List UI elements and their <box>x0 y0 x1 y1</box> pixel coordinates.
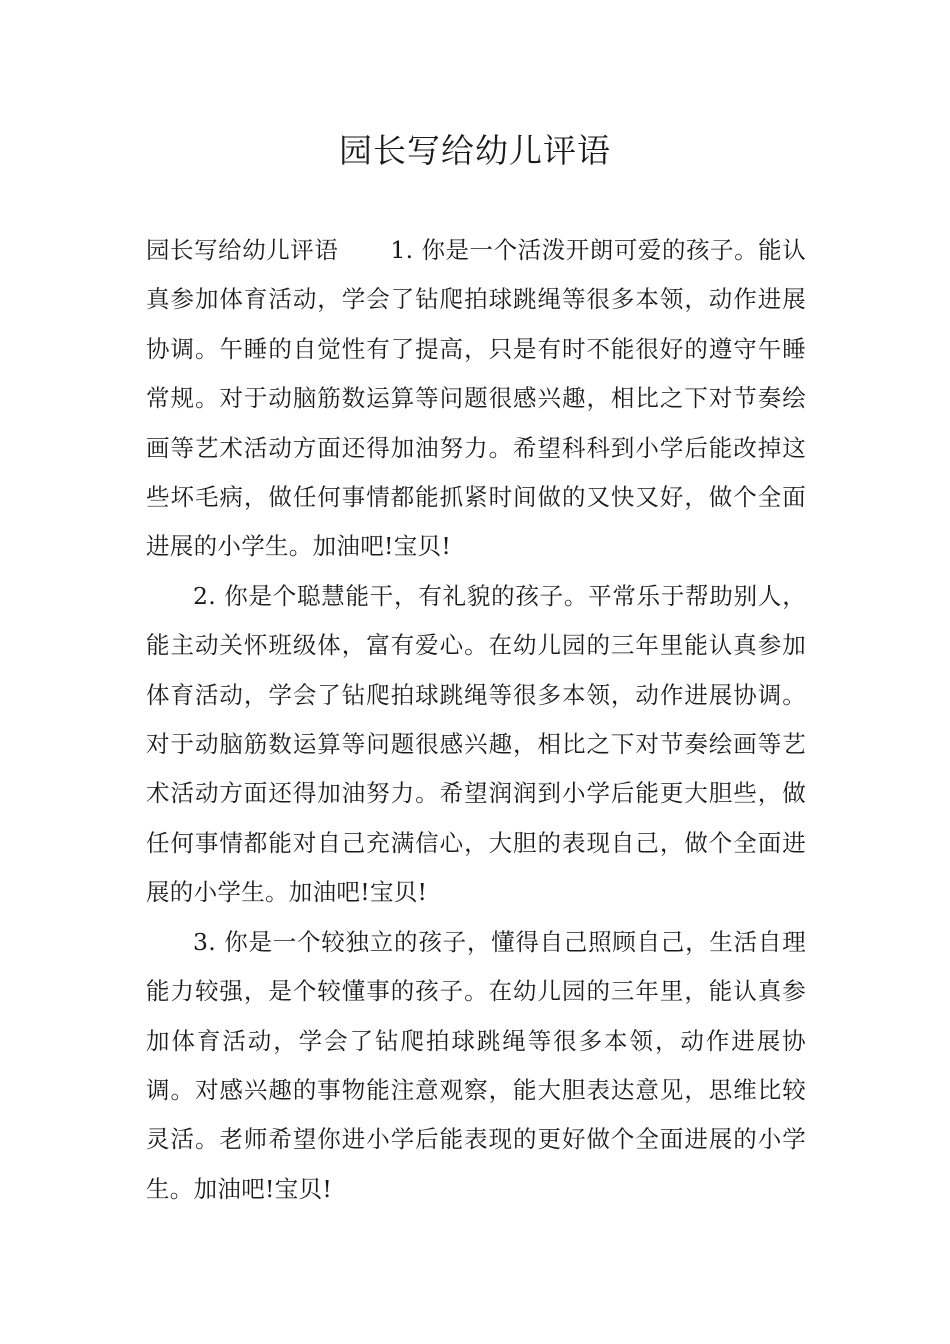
lead-label: 园长写给幼儿评语 <box>146 236 339 264</box>
document-title: 园长写给幼儿评语 <box>339 131 611 170</box>
document-body <box>146 226 806 1214</box>
paragraph-1-text: 1. 你是一个活泼开朗可爱的孩子。能认真参加体育活动，学会了钻爬拍球跳绳等很多本领，动作进展协调。午睡的自觉性有了提高，只是有时不能很好的遵守午睡常规。对于动脑筋数运算等问题很感兴趣，相比之下对节奏绘画等艺术活动方面还得加油努力。希望科科到小学后能改掉这些坏毛病，做任何事情都能抓紧时间做的又快又好，做个全面进展的小学生。加油吧!宝贝! <box>146 236 806 561</box>
paragraph-2: 2. 你是个聪慧能干，有礼貌的孩子。平常乐于帮助别人，能主动关怀班级体，富有爱心。在幼儿园的三年里能认真参加体育活动，学会了钻爬拍球跳绳等很多本领，动作进展协调。对于动脑筋数运算等问题很感兴趣，相比之下对节奏绘画等艺术活动方面还得加油努力。希望润润到小学后能更大胆些，做任何事情都能对自己充满信心，大胆的表现自己，做个全面进展的小学生。加油吧!宝贝! <box>146 581 806 907</box>
paragraph-3: 3. 你是一个较独立的孩子，懂得自己照顾自己，生活自理能力较强，是个较懂事的孩子。在幼儿园的三年里，能认真参加体育活动，学会了钻爬拍球跳绳等很多本领，动作进展协调。对感兴趣的事物能注意观察，能大胆表达意见，思维比较灵活。老师希望你进小学后能表现的更好做个全面进展的小学生。加油吧!宝贝! <box>146 927 806 1203</box>
paragraph-1 <box>146 226 806 572</box>
